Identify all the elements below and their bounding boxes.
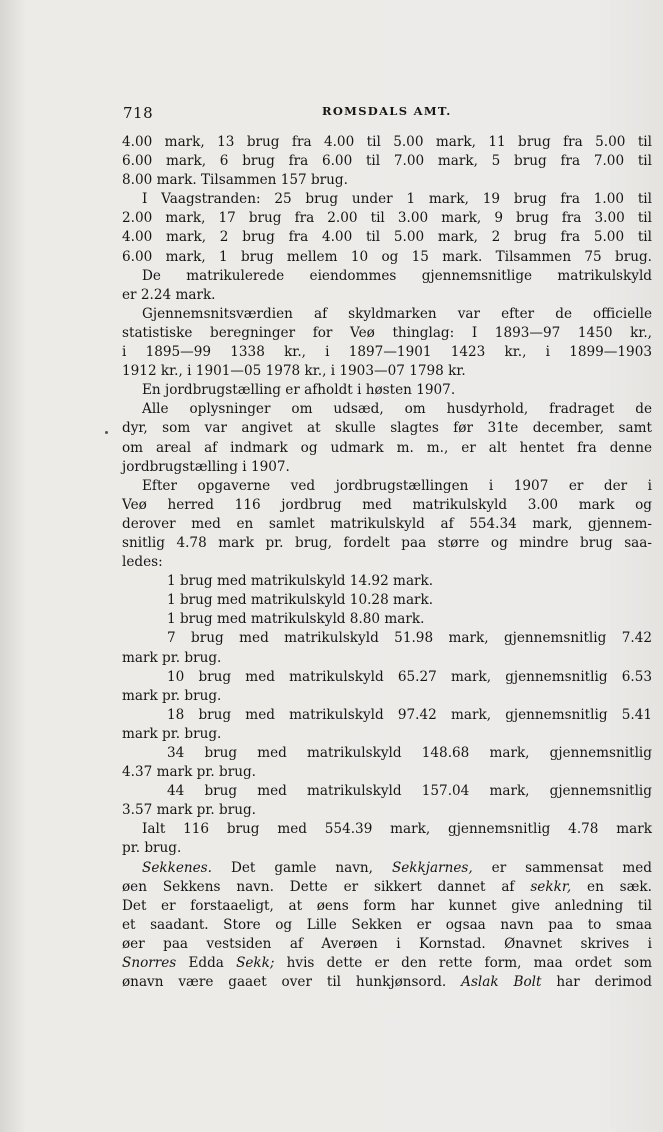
list-item: 18 brug med matrikulskyld 97.42 mark, gjennemsnitlig 5.41 bbox=[167, 706, 652, 723]
text-line: De matrikulerede eiendommes gjennemsnitlige matrikulskyld bbox=[142, 267, 652, 284]
text-line: ledes: bbox=[122, 554, 163, 571]
text-line: statistiske beregninger for Veø thinglag: I 1893—97 1450 kr., bbox=[122, 324, 652, 341]
text-line: øen Sekkens navn. Dette er sikkert dannet af sekkr, en sæk. bbox=[122, 878, 652, 895]
text-line: 4.00 mark, 13 brug fra 4.00 til 5.00 mark, 11 brug fra 5.00 til bbox=[122, 134, 652, 150]
text-line: Efter opgaverne ved jordbrugstællingen i 1907 er der i bbox=[142, 477, 652, 494]
text-line: dyr, som var angivet at skulle slagtes før 31te december, samt bbox=[122, 420, 652, 437]
paragraph-skyldmark-value bbox=[122, 305, 652, 381]
text-line: Veø herred 116 jordbrug med matrikulskyld 3.00 mark og bbox=[122, 496, 652, 513]
text-line: 8.00 mark. Tilsammen 157 brug. bbox=[122, 172, 348, 189]
text-line: i 1895—99 1338 kr., i 1897—1901 1423 kr., i 1899—1903 bbox=[122, 344, 652, 361]
paragraph-distribution-cont bbox=[122, 133, 652, 190]
text-line: 4.00 mark, 2 brug fra 4.00 til 5.00 mark, 2 brug fra 5.00 til bbox=[122, 229, 652, 246]
text-line: Snorres Edda Sekk; hvis dette er den rette form, maa ordet som bbox=[122, 955, 653, 972]
page-number: 718 bbox=[123, 104, 154, 122]
list-item-cont: 4.37 mark pr. brug. bbox=[122, 764, 256, 781]
list-total: Ialt 116 brug med 554.39 mark, gjennemsnitlig 4.78 mark bbox=[142, 821, 652, 838]
list-item-cont: 3.57 mark pr. brug. bbox=[122, 802, 256, 819]
list-item: 1 brug med matrikulskyld 8.80 mark. bbox=[167, 611, 425, 628]
text-line: om areal af indmark og udmark m. m., er alt hentet fra denne bbox=[122, 439, 652, 456]
text-line: 6.00 mark, 6 brug fra 6.00 til 7.00 mark, 5 brug fra 7.00 til bbox=[122, 153, 652, 170]
place-name: Sekkenes. bbox=[142, 859, 212, 876]
list-item: 1 brug med matrikulskyld 14.92 mark. bbox=[167, 573, 434, 590]
running-title: ROMSDALS AMT. bbox=[322, 104, 452, 118]
paragraph-information bbox=[122, 400, 652, 476]
body-text bbox=[122, 133, 652, 992]
text-line: 1912 kr., i 1901—05 1978 kr., i 1903—07 1798 kr. bbox=[122, 363, 466, 380]
list-item-cont: mark pr. brug. bbox=[122, 649, 222, 666]
text-line: En jordbrugstælling er afholdt i høsten 1907. bbox=[142, 382, 456, 399]
text-line: 6.00 mark, 1 brug mellem 10 og 15 mark. Tilsammen 75 brug. bbox=[122, 248, 652, 265]
text-line: I Vaagstranden: 25 brug under 1 mark, 19 brug fra 1.00 til bbox=[142, 191, 652, 208]
text-line: derover med en samlet matrikulskyld af 554.34 mark, gjennem- bbox=[122, 515, 652, 532]
list-item-cont: mark pr. brug. bbox=[122, 687, 222, 704]
list-total-cont: pr. brug. bbox=[122, 840, 182, 857]
paragraph-average-skyld bbox=[122, 267, 652, 305]
text-line: ønavn være gaaet over til hunkjønsord. Aslak Bolt har derimod bbox=[122, 974, 652, 991]
text-line: snitlig 4.78 mark pr. brug, fordelt paa større og mindre brug saa- bbox=[122, 534, 652, 551]
text-line: øer paa vestsiden af Averøen i Kornstad. Ønavnet skrives i bbox=[122, 935, 652, 952]
text-line: Sekkenes. Det gamle navn, Sekkjarnes, er sammensat med bbox=[142, 859, 652, 876]
text-line: 2.00 mark, 17 brug fra 2.00 til 3.00 mark, 9 brug fra 3.00 til bbox=[122, 210, 652, 227]
list-item: 34 brug med matrikulskyld 148.68 mark, gjennemsnitlig bbox=[167, 745, 652, 761]
paragraph-veo-herred bbox=[122, 477, 652, 572]
list-item: 44 brug med matrikulskyld 157.04 mark, gjennemsnitlig bbox=[167, 783, 652, 800]
list-item: 7 brug med matrikulskyld 51.98 mark, gjennemsnitlig 7.42 bbox=[167, 630, 652, 647]
text-line: jordbrugstælling i 1907. bbox=[122, 458, 290, 475]
brug-list bbox=[122, 572, 652, 858]
print-speck bbox=[105, 431, 108, 434]
text-line: Alle oplysninger om udsæd, om husdyrhold, fradraget de bbox=[142, 401, 652, 418]
paragraph-sekkenes bbox=[122, 859, 652, 993]
text-line: Gjennemsnitsværdien af skyldmarken var efter de officielle bbox=[142, 305, 652, 322]
text-line: er 2.24 mark. bbox=[122, 286, 216, 303]
paragraph-vaagstranden bbox=[122, 190, 652, 266]
list-item-cont: mark pr. brug. bbox=[122, 725, 222, 742]
list-item: 10 brug med matrikulskyld 65.27 mark, gjennemsnitlig 6.53 bbox=[167, 668, 652, 685]
list-item: 1 brug med matrikulskyld 10.28 mark. bbox=[167, 592, 434, 609]
text-line: Det er forstaaeligt, at øens form har kunnet give anledning til bbox=[122, 897, 652, 914]
paragraph-census bbox=[122, 381, 652, 400]
text-line: et saadant. Store og Lille Sekken er ogsaa navn paa to smaa bbox=[122, 916, 652, 933]
